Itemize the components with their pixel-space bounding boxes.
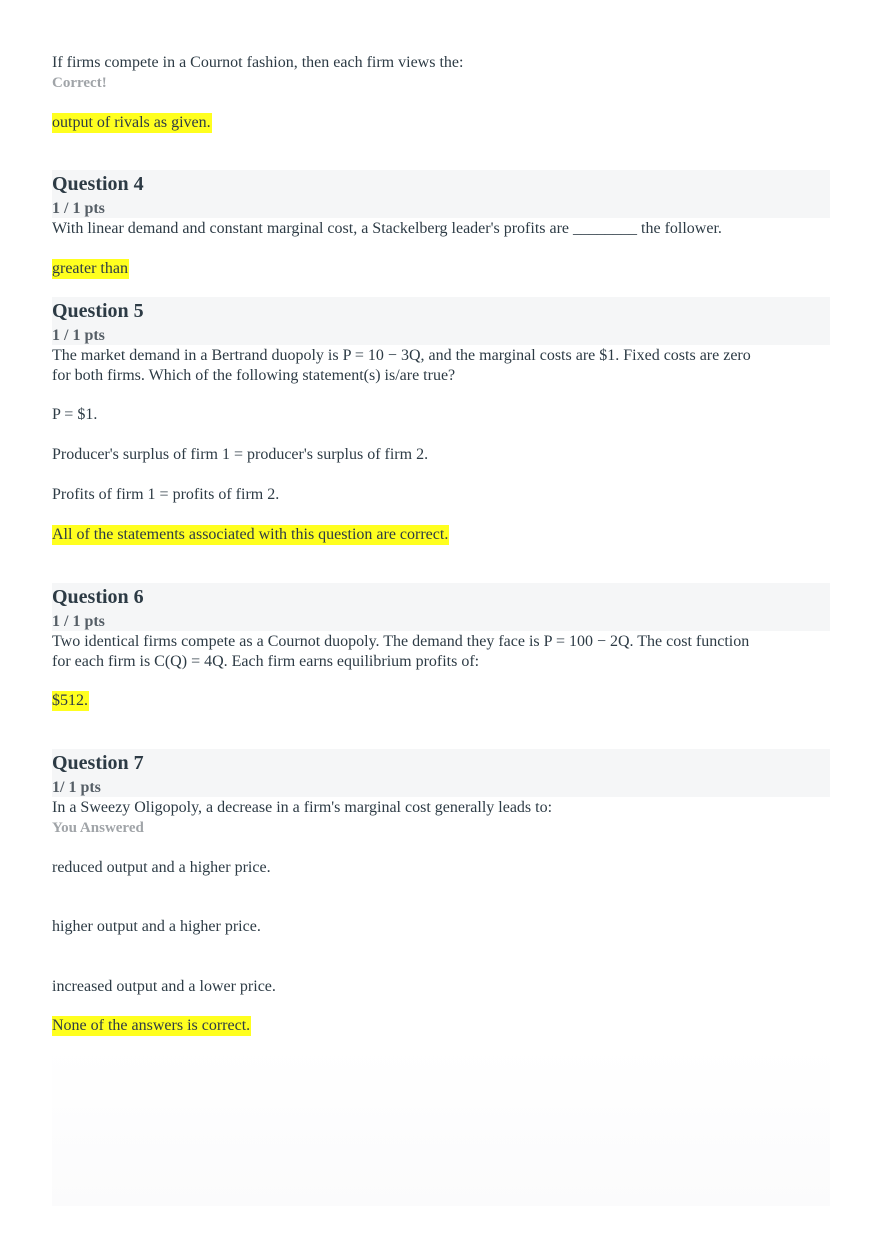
q5-option-3[interactable]: Profits of firm 1 = profits of firm 2. <box>52 486 280 503</box>
q6-prompt <box>52 632 830 672</box>
q4-header <box>52 170 830 218</box>
q6-prompt-line1: Two identical firms compete as a Cournot duopoly. The demand they face is P = 100 − 2Q. The cost function <box>52 633 750 650</box>
q4-answer[interactable]: greater than <box>52 260 128 277</box>
q7-status-label: You Answered <box>52 820 144 836</box>
q5-points: 1 / 1 pts <box>52 327 105 344</box>
question-panel-background <box>52 1046 830 1206</box>
q6-header <box>52 583 830 631</box>
q4-points: 1 / 1 pts <box>52 200 105 217</box>
q7-option-1[interactable]: reduced output and a higher price. <box>52 859 271 876</box>
q7-answer[interactable]: None of the answers is correct. <box>52 1017 251 1034</box>
q5-prompt-line2: for both firms. Which of the following statement(s) is/are true? <box>52 367 456 384</box>
q6-prompt-line2: for each firm is C(Q) = 4Q. Each firm earns equilibrium profits of: <box>52 653 480 670</box>
q6-answer[interactable]: $512. <box>52 692 88 709</box>
q7-block <box>52 798 830 838</box>
q7-header <box>52 749 830 797</box>
q7-prompt: In a Sweezy Oligopoly, a decrease in a firm's marginal cost generally leads to: <box>52 799 553 816</box>
q7-option-2[interactable]: higher output and a higher price. <box>52 918 261 935</box>
q5-option-2[interactable]: Producer's surplus of firm 1 = producer's surplus of firm 2. <box>52 446 429 463</box>
q4-prompt: With linear demand and constant marginal cost, a Stackelberg leader's profits are ________ the follower. <box>52 220 722 237</box>
q5-option-1[interactable]: P = $1. <box>52 406 98 423</box>
q7-title: Question 7 <box>52 752 144 774</box>
q5-prompt <box>52 346 830 386</box>
q5-title: Question 5 <box>52 300 144 322</box>
q3-prompt: If firms compete in a Cournot fashion, then each firm views the: <box>52 54 464 71</box>
q6-points: 1 / 1 pts <box>52 613 105 630</box>
q7-points: 1/ 1 pts <box>52 779 101 796</box>
q3-block <box>52 53 830 93</box>
q6-title: Question 6 <box>52 586 144 608</box>
q3-answer[interactable]: output of rivals as given. <box>52 114 211 131</box>
q5-prompt-line1: The market demand in a Bertrand duopoly is P = 10 − 3Q, and the marginal costs are $1. Fixed costs are zero <box>52 347 751 364</box>
q3-status-label: Correct! <box>52 75 107 91</box>
q5-answer[interactable]: All of the statements associated with this question are correct. <box>52 526 449 543</box>
q5-header <box>52 297 830 345</box>
q7-option-3[interactable]: increased output and a lower price. <box>52 978 276 995</box>
q4-title: Question 4 <box>52 173 144 195</box>
